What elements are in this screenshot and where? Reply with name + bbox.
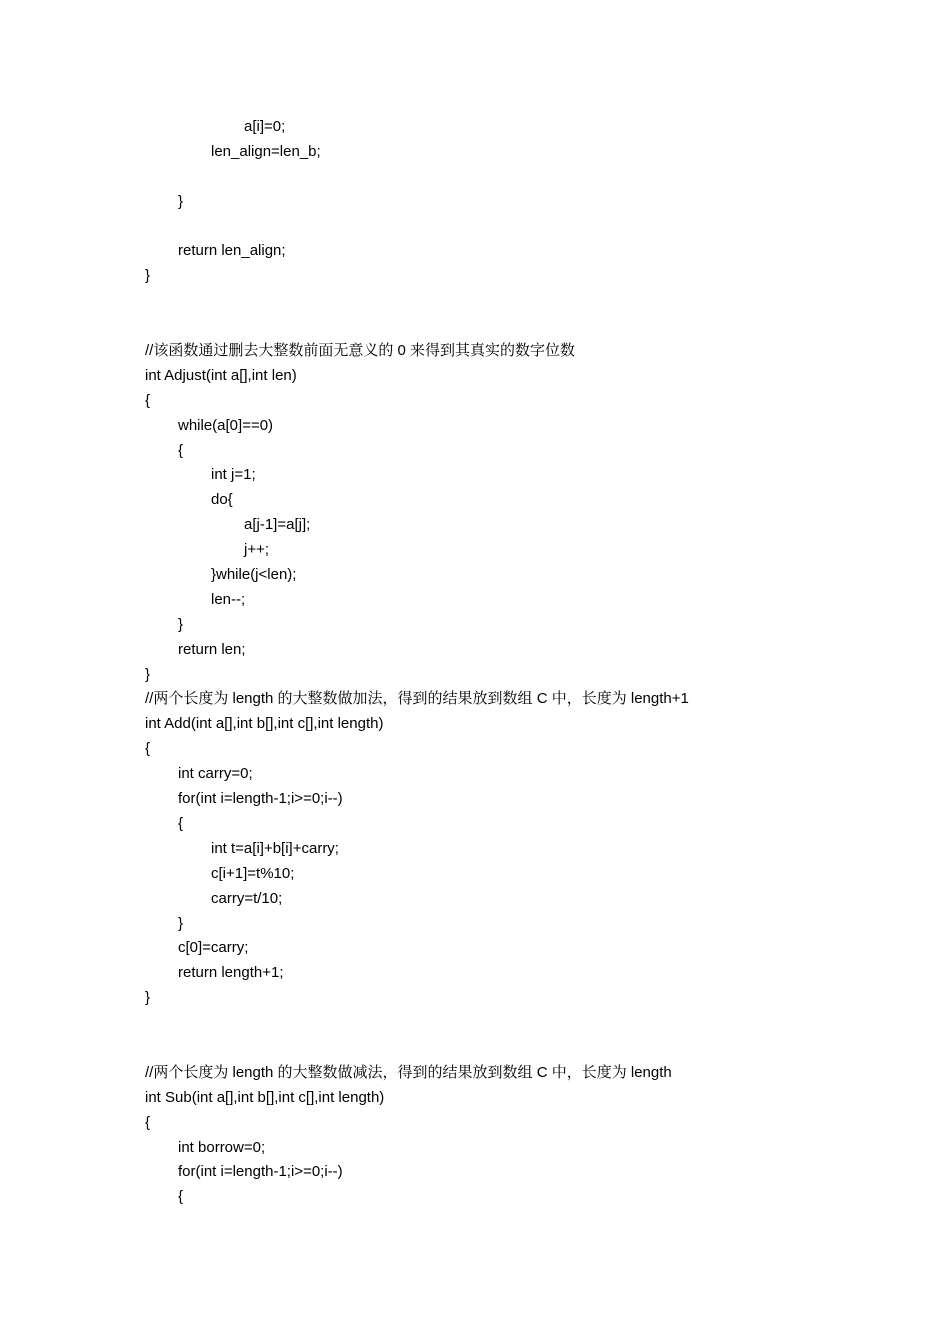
code-line: }: [145, 665, 151, 683]
blank-line: [145, 165, 925, 190]
code-line: {: [178, 814, 184, 832]
code-line: {: [145, 391, 151, 409]
code-line: c[0]=carry;: [178, 939, 249, 957]
code-line: //两个长度为 length 的大整数做减法，得到的结果放到数组 C 中，长度为 length: [145, 1063, 672, 1081]
code-line: //该函数通过删去大整数前面无意义的 0 来得到其真实的数字位数: [145, 342, 576, 360]
code-line: int j=1;: [211, 466, 256, 484]
code-line: carry=t/10;: [211, 889, 283, 907]
code-line: int borrow=0;: [178, 1138, 266, 1156]
code-listing: [145, 115, 925, 1210]
code-line: }: [178, 914, 184, 932]
code-line: int carry=0;: [178, 765, 253, 783]
blank-line: [145, 215, 925, 240]
code-line: j++;: [244, 541, 270, 559]
code-line: for(int i=length-1;i>=0;i--): [178, 790, 343, 808]
blank-line: [145, 1036, 925, 1061]
code-line: }: [178, 192, 184, 210]
code-line: {: [145, 1113, 151, 1131]
code-line: int Adjust(int a[],int len): [145, 366, 297, 384]
code-line: c[i+1]=t%10;: [211, 864, 295, 882]
blank-line: [145, 1011, 925, 1036]
code-line: }: [145, 267, 151, 285]
code-line: }: [145, 989, 151, 1007]
code-line: return len;: [178, 640, 246, 658]
code-line: }: [178, 615, 184, 633]
code-line: {: [145, 740, 151, 758]
code-line: a[j-1]=a[j];: [244, 516, 311, 534]
blank-line: [145, 289, 925, 314]
blank-line: [145, 314, 925, 339]
code-line: len--;: [211, 590, 246, 608]
code-line: do{: [211, 491, 233, 509]
code-line: for(int i=length-1;i>=0;i--): [178, 1163, 343, 1181]
code-line: }while(j<len);: [211, 566, 297, 584]
code-line: {: [178, 441, 184, 459]
code-line: a[i]=0;: [244, 118, 286, 135]
code-line: while(a[0]==0): [178, 416, 274, 434]
code-line: len_align=len_b;: [211, 142, 321, 160]
code-line: return length+1;: [178, 964, 284, 982]
code-line: int Sub(int a[],int b[],int c[],int length): [145, 1088, 385, 1106]
code-line: {: [178, 1188, 184, 1206]
code-line: int t=a[i]+b[i]+carry;: [211, 839, 339, 857]
code-line: //两个长度为 length 的大整数做加法，得到的结果放到数组 C 中，长度为 length+1: [145, 690, 689, 708]
code-line: int Add(int a[],int b[],int c[],int length): [145, 715, 384, 733]
code-line: return len_align;: [178, 242, 286, 260]
